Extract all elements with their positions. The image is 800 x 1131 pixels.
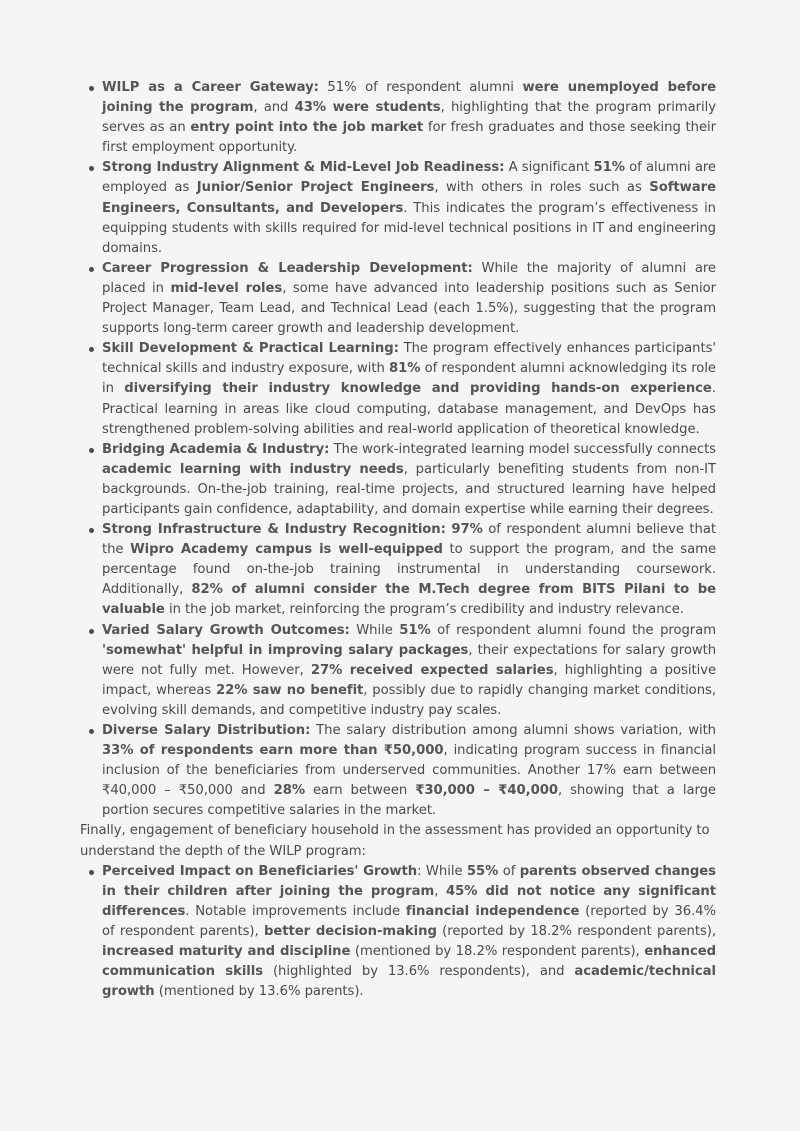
body-text: , some have advanced into leadership positions such as Senior Project Manager, Team Lead, and Technical Lead (each 1.5%), suggesting that the program supports long-term career growth and leadership development. bbox=[102, 280, 716, 337]
body-text: , highlighting a positive impact, whereas bbox=[102, 662, 717, 698]
body-text: in the job market, reinforcing the program’s credibility and industry relevance. bbox=[164, 602, 684, 618]
bold-text: Career Progression & Leadership Development: bbox=[102, 260, 473, 276]
body-text: of alumni are employed as bbox=[102, 160, 716, 196]
bold-text: were unemployed before joining the program bbox=[102, 80, 716, 116]
body-text: , bbox=[434, 883, 447, 899]
body-text: (reported by 18.2% respondent parents), bbox=[436, 923, 716, 939]
body-text: 51% of respondent alumni bbox=[318, 80, 523, 95]
bold-text: diversifying their industry knowledge and providing hands-on experience bbox=[124, 381, 712, 397]
body-text: of respondent alumni found the program bbox=[430, 622, 717, 638]
bold-text: 'somewhat' helpful in improving salary packages bbox=[102, 642, 469, 658]
body-text: The program effectively enhances participants' technical skills and industry exposure, with bbox=[102, 341, 717, 377]
body-text: , and bbox=[253, 100, 295, 116]
bold-text: 81% bbox=[389, 361, 421, 377]
bold-text: Strong Industry Alignment & Mid-Level Job Readiness: bbox=[102, 160, 505, 176]
bold-text: Junior/Senior Project Engineers bbox=[196, 180, 435, 196]
body-text: to support the program, and the same percentage found on-the-job training instrumental in understanding coursework. Additionally, bbox=[102, 542, 717, 598]
body-text: While bbox=[349, 622, 400, 638]
bold-text: better decision-making bbox=[263, 923, 437, 939]
bold-text: 28% bbox=[273, 783, 305, 799]
list-item bbox=[102, 520, 716, 620]
body-text: , showing that a large portion secures competitive salaries in the market. bbox=[102, 783, 716, 819]
bold-text: Software Engineers, Consultants, and Developers bbox=[102, 180, 716, 216]
findings-list bbox=[80, 78, 716, 821]
bold-text: Skill Development & Practical Learning: bbox=[102, 341, 399, 357]
bold-text: entry point into the job market bbox=[190, 120, 424, 136]
list-item bbox=[102, 440, 716, 520]
body-text: , highlighting that the program primarily serves as an bbox=[102, 100, 716, 136]
body-text: , possibly due to rapidly changing market conditions, evolving skill demands, and competitive industry pay scales. bbox=[102, 682, 716, 718]
bold-text: Wipro Academy campus is well-equipped bbox=[130, 542, 443, 558]
body-text: of bbox=[498, 863, 520, 879]
body-text: , their expectations for salary growth were not fully met. However, bbox=[102, 642, 716, 678]
bold-text: Varied Salary Growth Outcomes: bbox=[102, 622, 350, 638]
bold-text: 82% of alumni consider the M.Tech degree from BITS Pilani to be valuable bbox=[102, 582, 716, 618]
body-text: A significant bbox=[504, 160, 594, 176]
body-text: of respondent alumni acknowledging its role in bbox=[102, 361, 717, 397]
body-text: of respondent alumni believe that the bbox=[102, 522, 716, 558]
body-text: earn between bbox=[304, 783, 416, 799]
list-item bbox=[102, 862, 716, 1003]
bold-text: increased maturity and discipline bbox=[102, 944, 351, 960]
bold-text: 22% saw no benefit bbox=[216, 682, 364, 698]
body-text: . Practical learning in areas like cloud computing, database management, and DevOps has strengthened problem-solving abilities and real-world application of theoretical knowledge. bbox=[102, 381, 716, 437]
list-item bbox=[102, 78, 716, 158]
bold-text: financial independence bbox=[405, 903, 580, 919]
body-text: , with others in roles such as bbox=[434, 180, 650, 196]
list-item bbox=[102, 259, 716, 339]
body-text: (mentioned by 13.6% parents). bbox=[154, 984, 364, 1000]
beneficiary-findings-list bbox=[80, 862, 716, 1003]
bold-text: Strong Infrastructure & Industry Recognition: bbox=[102, 522, 446, 538]
list-item bbox=[102, 621, 716, 721]
bold-text: Bridging Academia & Industry: bbox=[102, 441, 330, 457]
bold-text: 43% were students bbox=[294, 100, 441, 116]
body-text: for fresh graduates and those seeking their first employment opportunity. bbox=[102, 120, 717, 156]
body-text: (highlighted by 13.6% respondents), and bbox=[263, 964, 575, 980]
bold-text: academic/technical growth bbox=[102, 964, 716, 1000]
list-item bbox=[102, 158, 716, 258]
bold-text: Perceived Impact on Beneficiaries' Growth bbox=[102, 863, 418, 879]
bold-text: 51% bbox=[593, 160, 625, 176]
bold-text: 45% did not notice any significant differences bbox=[102, 883, 716, 919]
bold-text: enhanced communication skills bbox=[102, 944, 716, 980]
body-text: . Notable improvements include bbox=[185, 903, 406, 919]
bold-text: 97% bbox=[451, 522, 483, 538]
bold-text: academic learning with industry needs bbox=[102, 461, 404, 477]
body-text: The salary distribution among alumni shows variation, with bbox=[310, 723, 716, 738]
bridge-paragraph: Finally, engagement of beneficiary household in the assessment has provided an opportunity to understand the depth of the WILP program: bbox=[80, 823, 710, 859]
body-text: , particularly benefiting students from non-IT backgrounds. On-the-job training, real-time projects, and structured learning have helped participants gain confidence, adaptability, and domain expertise while earning their degrees. bbox=[102, 461, 717, 517]
body-text: While the majority of alumni are placed in bbox=[102, 260, 716, 296]
bold-text: parents observed changes in their children after joining the program bbox=[102, 863, 716, 899]
list-item bbox=[102, 721, 716, 821]
body-text: : While bbox=[417, 863, 467, 879]
bold-text: 55% bbox=[466, 863, 499, 879]
bold-text: 33% of respondents earn more than ₹50,000 bbox=[102, 743, 444, 759]
bold-text: Diverse Salary Distribution: bbox=[102, 723, 311, 738]
body-text: The work-integrated learning model successfully connects bbox=[329, 441, 717, 457]
body-text: , indicating program success in financial inclusion of the beneficiaries from underserved communities. Another 17% earn between ₹40,000 – ₹50,000 and bbox=[102, 743, 717, 799]
bold-text: ₹30,000 – ₹40,000 bbox=[415, 783, 558, 799]
body-text: (mentioned by 18.2% respondent parents), bbox=[350, 944, 645, 960]
bold-text: WILP as a Career Gateway: bbox=[102, 80, 319, 95]
bold-text: 27% received expected salaries bbox=[310, 662, 554, 678]
list-item bbox=[102, 339, 716, 439]
bold-text: 51% bbox=[399, 622, 431, 638]
body-text: . This indicates the program’s effectiveness in equipping students with skills required for mid-level technical positions in IT and engineering domains. bbox=[102, 200, 716, 256]
body-text: (reported by 36.4% of respondent parents), bbox=[102, 903, 716, 939]
bold-text: mid-level roles bbox=[170, 280, 283, 296]
